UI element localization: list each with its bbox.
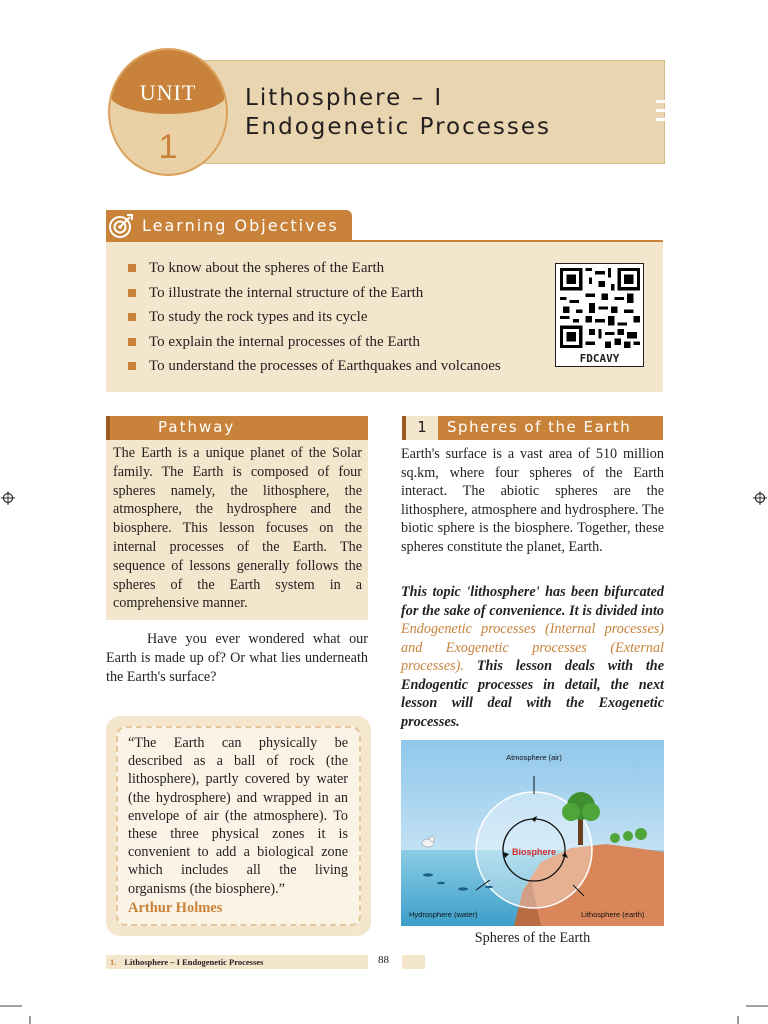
unit-label: UNIT [139,80,197,105]
label-atmosphere: Atmosphere (air) [506,753,562,762]
objective-item: To study the rock types and its cycle [128,305,501,330]
footer-title-text: Lithosphere – I Endogenetic Processes [124,957,264,967]
quote-text: “The Earth can physically be described as a ball of rock (the lithosphere), partly covered by water (the hydrosphere) and wrapped in an envelope of air (the atmosphere). To these three physical zones it is convenient to add a biological zone which includes all the living organisms (the biosphere).” [128,735,348,897]
label-hydrosphere: Hydrosphere (water) [409,910,478,919]
objective-item: To illustrate the internal structure of the Earth [128,281,501,306]
registration-mark-icon [753,491,767,505]
unit-title-line1: Lithosphere – I [245,85,444,111]
qr-code-icon [560,268,640,348]
learning-objectives-title: Learning Objectives [142,216,339,235]
pathway-header [106,416,368,440]
crop-mark-icon [0,1000,40,1024]
footer-title [110,957,263,967]
qr-code-text: FDCAVY [579,352,620,365]
section-number: 1 [417,418,427,436]
objective-item: To understand the processes of Earthquakes and volcanoes [128,354,501,379]
page-number: 88 [378,954,389,966]
section-paragraph-2 [401,583,664,731]
objective-item: To know about the spheres of the Earth [128,256,501,281]
pathway-text: The Earth is a unique planet of the Solar family. The Earth is composed of four spheres namely, the lithosphere, the atmosphere, the hydrosphere and the biosphere. This lesson focuses on the internal processes of the Earth. The sequence of lessons generally follows the spheres of the Earth system in a comprehensive manner. [113,445,362,612]
edge-marks [656,100,666,127]
crop-mark-icon [728,1000,768,1024]
unit-title-line2: Endogenetic Processes [245,114,552,140]
unit-number: 1 [158,128,178,166]
section-paragraph-1: Earth's surface is a vast area of 510 million sq.km, where four spheres of the Earth interact. The abiotic spheres are the lithosphere, atmosphere and hydrosphere. The biotic sphere is the biosphere. Together, these spheres constitute the planet, Earth. [401,446,664,555]
unit-title [245,84,551,142]
para2-start: This topic 'lithosphere' has been bifurcated for the sake of convenience. It is divided into [401,584,664,619]
intro-question: Have you ever wondered what our Earth is made up of? Or what lies underneath the Earth's surface? [106,631,368,685]
quote-author: Arthur Holmes [128,900,223,916]
footer-number: 1. [110,957,117,967]
pathway-header-edge [106,416,110,440]
footer-bar-right [402,955,425,969]
spheres-diagram [401,740,664,926]
label-biosphere: Biosphere [511,847,557,857]
pathway-title: Pathway [158,418,236,436]
qr-code[interactable] [555,263,644,367]
para2-end: This lesson deals with the Endogentic processes in detail, the next lesson will deal with the Exogenetic processes. [401,658,664,730]
diagram-caption: Spheres of the Earth [474,930,591,946]
label-lithosphere: Lithosphere (earth) [581,910,645,919]
learning-objectives-list [128,256,501,379]
target-icon [108,213,134,239]
objective-item: To explain the internal processes of the Earth [128,330,501,355]
section-title: Spheres of the Earth [447,418,632,436]
para2-highlight: Endogenetic processes (Internal processes) and Exogenetic processes (External processes). [401,621,664,674]
registration-mark-icon [1,491,15,505]
